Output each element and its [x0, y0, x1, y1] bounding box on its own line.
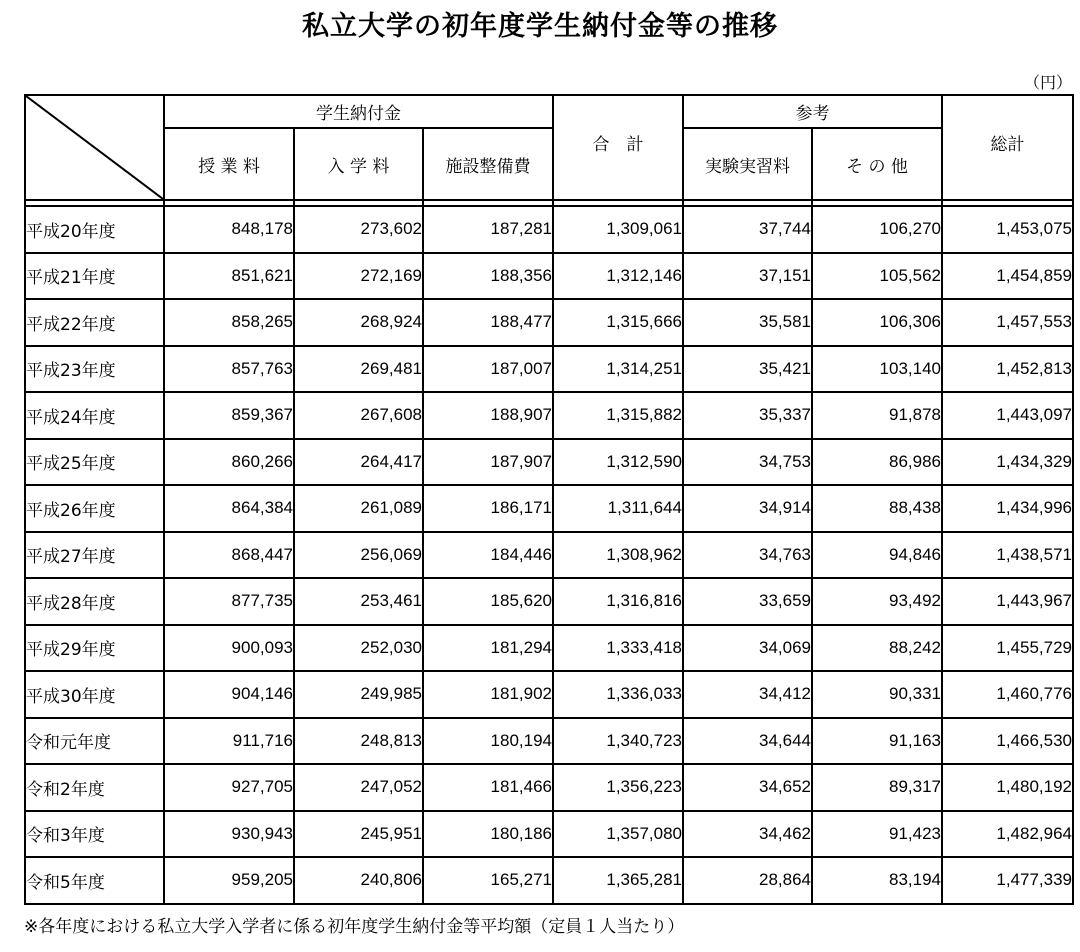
- lab-cell: 28,864: [683, 857, 812, 904]
- total-cell: 1,460,776: [942, 671, 1073, 718]
- year-cell: 平成26年度: [25, 485, 164, 532]
- tuition-cell: 860,266: [164, 439, 294, 486]
- header-group-ref: 参考: [683, 95, 942, 128]
- table-row: [25, 206, 1073, 253]
- lab-cell: 37,744: [683, 206, 812, 253]
- other-cell: 93,492: [812, 578, 942, 625]
- facility-cell: 185,620: [423, 578, 553, 625]
- tuition-cell: 864,384: [164, 485, 294, 532]
- table-body: [25, 206, 1073, 904]
- subtotal-cell: 1,357,080: [553, 811, 683, 858]
- total-cell: 1,482,964: [942, 811, 1073, 858]
- subtotal-cell: 1,312,590: [553, 439, 683, 486]
- lab-cell: 34,412: [683, 671, 812, 718]
- admission-cell: 268,924: [294, 299, 423, 346]
- other-cell: 89,317: [812, 764, 942, 811]
- facility-cell: 188,477: [423, 299, 553, 346]
- admission-cell: 273,602: [294, 206, 423, 253]
- diagonal-line: [26, 96, 163, 199]
- header-lab: 実験実習料: [683, 128, 812, 200]
- admission-cell: 240,806: [294, 857, 423, 904]
- year-cell: 平成29年度: [25, 625, 164, 672]
- lab-cell: 35,581: [683, 299, 812, 346]
- total-cell: 1,438,571: [942, 532, 1073, 579]
- total-cell: 1,480,192: [942, 764, 1073, 811]
- fees-table: [24, 94, 1074, 905]
- total-cell: 1,477,339: [942, 857, 1073, 904]
- tuition-cell: 868,447: [164, 532, 294, 579]
- other-cell: 88,242: [812, 625, 942, 672]
- facility-cell: 181,466: [423, 764, 553, 811]
- unit-label: （円）: [1023, 73, 1072, 92]
- table-row: [25, 764, 1073, 811]
- tuition-cell: 848,178: [164, 206, 294, 253]
- table-row: [25, 439, 1073, 486]
- lab-cell: 34,914: [683, 485, 812, 532]
- admission-cell: 249,985: [294, 671, 423, 718]
- footnote: ※各年度における私立大学入学者に係る初年度学生納付金等平均額（定員１人当たり）: [24, 917, 685, 937]
- total-cell: 1,466,530: [942, 718, 1073, 765]
- year-cell: 平成27年度: [25, 532, 164, 579]
- lab-cell: 34,753: [683, 439, 812, 486]
- subtotal-cell: 1,336,033: [553, 671, 683, 718]
- admission-cell: 267,608: [294, 392, 423, 439]
- year-cell: 平成22年度: [25, 299, 164, 346]
- facility-cell: 187,907: [423, 439, 553, 486]
- subtotal-cell: 1,365,281: [553, 857, 683, 904]
- total-cell: 1,443,967: [942, 578, 1073, 625]
- header-facility: 施設整備費: [423, 128, 553, 200]
- subtotal-cell: 1,333,418: [553, 625, 683, 672]
- subtotal-cell: 1,312,146: [553, 253, 683, 300]
- other-cell: 91,163: [812, 718, 942, 765]
- subtotal-cell: 1,309,061: [553, 206, 683, 253]
- facility-cell: 181,294: [423, 625, 553, 672]
- other-cell: 105,562: [812, 253, 942, 300]
- table-row: [25, 671, 1073, 718]
- subtotal-cell: 1,340,723: [553, 718, 683, 765]
- year-cell: 平成30年度: [25, 671, 164, 718]
- subtotal-cell: 1,315,882: [553, 392, 683, 439]
- year-cell: 令和5年度: [25, 857, 164, 904]
- year-cell: 平成23年度: [25, 346, 164, 393]
- admission-cell: 256,069: [294, 532, 423, 579]
- table-row: [25, 392, 1073, 439]
- subtotal-cell: 1,316,816: [553, 578, 683, 625]
- tuition-cell: 900,093: [164, 625, 294, 672]
- table-row: [25, 346, 1073, 393]
- header-admission: 入 学 料: [294, 128, 423, 200]
- subtotal-cell: 1,314,251: [553, 346, 683, 393]
- total-cell: 1,434,996: [942, 485, 1073, 532]
- other-cell: 91,878: [812, 392, 942, 439]
- tuition-cell: 930,943: [164, 811, 294, 858]
- admission-cell: 248,813: [294, 718, 423, 765]
- table-row: [25, 485, 1073, 532]
- total-cell: 1,457,553: [942, 299, 1073, 346]
- facility-cell: 187,281: [423, 206, 553, 253]
- facility-cell: 188,907: [423, 392, 553, 439]
- admission-cell: 264,417: [294, 439, 423, 486]
- subtotal-cell: 1,308,962: [553, 532, 683, 579]
- year-cell: 平成21年度: [25, 253, 164, 300]
- lab-cell: 34,069: [683, 625, 812, 672]
- corner-cell: [25, 95, 164, 200]
- header-total: 総計: [942, 95, 1073, 200]
- table-row: [25, 578, 1073, 625]
- lab-cell: 34,644: [683, 718, 812, 765]
- year-cell: 平成25年度: [25, 439, 164, 486]
- year-cell: 令和2年度: [25, 764, 164, 811]
- other-cell: 106,306: [812, 299, 942, 346]
- header-other: そ の 他: [812, 128, 942, 200]
- total-cell: 1,434,329: [942, 439, 1073, 486]
- header-group-fees: 学生納付金: [164, 95, 553, 128]
- facility-cell: 186,171: [423, 485, 553, 532]
- other-cell: 94,846: [812, 532, 942, 579]
- admission-cell: 261,089: [294, 485, 423, 532]
- year-cell: 平成28年度: [25, 578, 164, 625]
- lab-cell: 33,659: [683, 578, 812, 625]
- facility-cell: 184,446: [423, 532, 553, 579]
- other-cell: 103,140: [812, 346, 942, 393]
- year-cell: 令和3年度: [25, 811, 164, 858]
- tuition-cell: 857,763: [164, 346, 294, 393]
- header-subtotal: 合 計: [553, 95, 683, 200]
- year-cell: 平成20年度: [25, 206, 164, 253]
- year-cell: 令和元年度: [25, 718, 164, 765]
- admission-cell: 252,030: [294, 625, 423, 672]
- tuition-cell: 904,146: [164, 671, 294, 718]
- facility-cell: 188,356: [423, 253, 553, 300]
- tuition-cell: 877,735: [164, 578, 294, 625]
- total-cell: 1,455,729: [942, 625, 1073, 672]
- lab-cell: 34,462: [683, 811, 812, 858]
- total-cell: 1,454,859: [942, 253, 1073, 300]
- tuition-cell: 851,621: [164, 253, 294, 300]
- admission-cell: 245,951: [294, 811, 423, 858]
- subtotal-cell: 1,356,223: [553, 764, 683, 811]
- admission-cell: 247,052: [294, 764, 423, 811]
- lab-cell: 34,652: [683, 764, 812, 811]
- facility-cell: 187,007: [423, 346, 553, 393]
- table-row: [25, 625, 1073, 672]
- facility-cell: 165,271: [423, 857, 553, 904]
- table-row: [25, 299, 1073, 346]
- header-tuition: 授 業 料: [164, 128, 294, 200]
- subtotal-cell: 1,315,666: [553, 299, 683, 346]
- other-cell: 90,331: [812, 671, 942, 718]
- facility-cell: 180,186: [423, 811, 553, 858]
- other-cell: 106,270: [812, 206, 942, 253]
- facility-cell: 180,194: [423, 718, 553, 765]
- lab-cell: 35,421: [683, 346, 812, 393]
- total-cell: 1,453,075: [942, 206, 1073, 253]
- other-cell: 91,423: [812, 811, 942, 858]
- total-cell: 1,452,813: [942, 346, 1073, 393]
- other-cell: 83,194: [812, 857, 942, 904]
- page-title: 私立大学の初年度学生納付金等の推移: [302, 11, 778, 42]
- lab-cell: 37,151: [683, 253, 812, 300]
- other-cell: 88,438: [812, 485, 942, 532]
- tuition-cell: 911,716: [164, 718, 294, 765]
- tuition-cell: 927,705: [164, 764, 294, 811]
- lab-cell: 35,337: [683, 392, 812, 439]
- table-row: [25, 811, 1073, 858]
- tuition-cell: 859,367: [164, 392, 294, 439]
- lab-cell: 34,763: [683, 532, 812, 579]
- table-row: [25, 253, 1073, 300]
- facility-cell: 181,902: [423, 671, 553, 718]
- admission-cell: 269,481: [294, 346, 423, 393]
- tuition-cell: 858,265: [164, 299, 294, 346]
- table-row: [25, 718, 1073, 765]
- table-row: [25, 532, 1073, 579]
- other-cell: 86,986: [812, 439, 942, 486]
- total-cell: 1,443,097: [942, 392, 1073, 439]
- table-row: [25, 857, 1073, 904]
- admission-cell: 253,461: [294, 578, 423, 625]
- year-cell: 平成24年度: [25, 392, 164, 439]
- admission-cell: 272,169: [294, 253, 423, 300]
- tuition-cell: 959,205: [164, 857, 294, 904]
- subtotal-cell: 1,311,644: [553, 485, 683, 532]
